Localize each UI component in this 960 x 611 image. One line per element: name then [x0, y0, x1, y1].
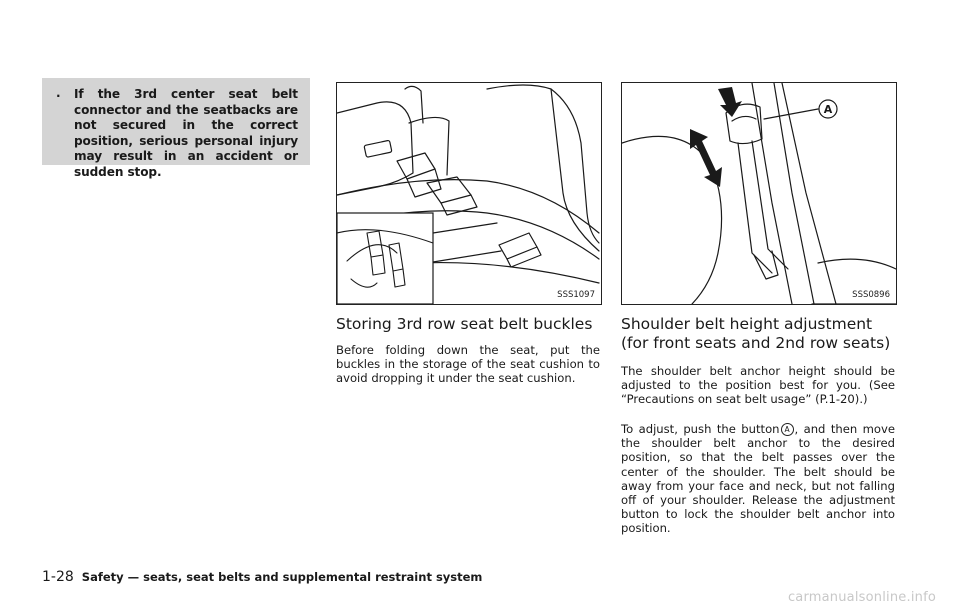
- figure-shoulder-adjuster: [621, 82, 897, 305]
- page-footer: [42, 569, 482, 585]
- warning-text: If the 3rd center seat belt connector and the seatbacks are not secured in the correct position, serious personal injury may result in an accident or sudden stop.: [74, 87, 298, 179]
- up-down-arrow-icon: [690, 129, 722, 187]
- warning-box: [42, 78, 310, 179]
- callout-label-a: A: [823, 103, 833, 116]
- button-a-marker: A: [781, 423, 794, 436]
- shoulder-adjustment-body-1: The shoulder belt anchor height should be adjusted to the position best for you. (See “Precautions on seat belt usage” (P.1-20).): [621, 364, 895, 407]
- body2-post: , and then move the shoulder belt anchor to the desired position, so that the belt passes over the center of the shoulder. The belt should be away from your face and neck, but not falling off of your shoulder. Release the adjustment button to lock the shoulder belt anchor into position.: [621, 422, 895, 536]
- push-arrow-icon: [718, 87, 742, 117]
- figure-code-2: SSS0896: [852, 290, 890, 300]
- heading-storing-buckles: Storing 3rd row seat belt buckles: [336, 315, 593, 333]
- shoulder-adjuster-illustration: [622, 83, 896, 304]
- footer-title: Safety — seats, seat belts and supplemental restraint system: [81, 570, 483, 584]
- body2-pre: To adjust, push the button: [621, 422, 780, 436]
- seat-buckles-illustration: [337, 83, 601, 304]
- figure-seat-buckles: [336, 82, 602, 305]
- watermark: carmanualsonline.info: [787, 590, 936, 605]
- page-number: 1-28: [42, 569, 74, 585]
- heading-shoulder-adjustment: Shoulder belt height adjustment (for front seats and 2nd row seats): [621, 315, 891, 352]
- storing-buckles-body: Before folding down the seat, put the buckles in the storage of the seat cushion to avoid dropping it under the seat cushion.: [336, 343, 600, 386]
- warning-bullet: .: [56, 86, 61, 100]
- shoulder-adjustment-body-2: [621, 422, 895, 536]
- figure-code-1: SSS1097: [557, 290, 595, 300]
